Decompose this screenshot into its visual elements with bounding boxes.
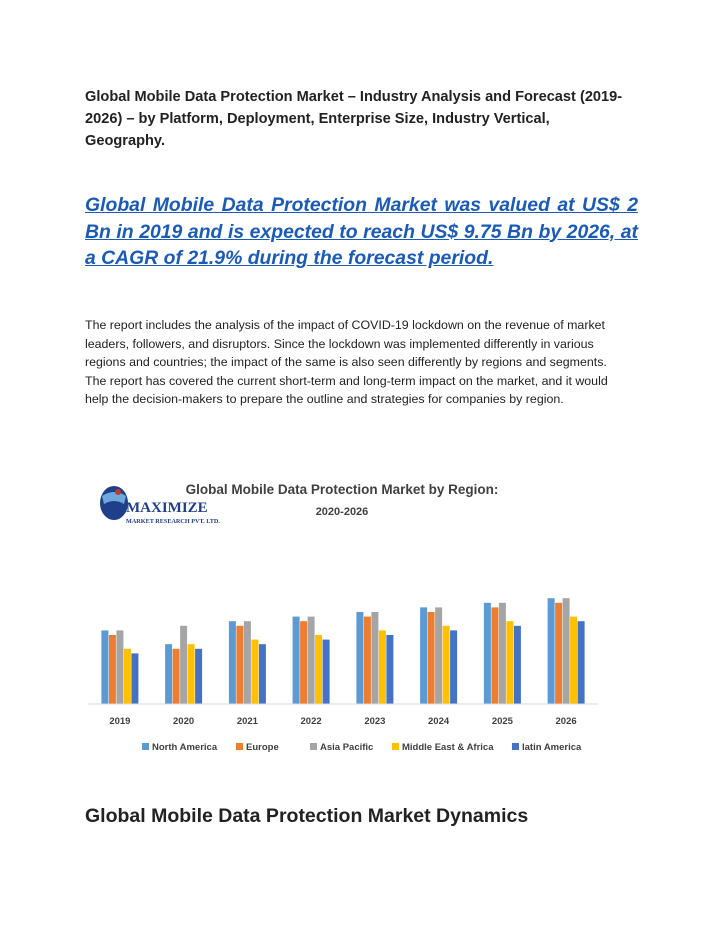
chart-legend [142, 742, 582, 753]
bar-2024-north-america [420, 607, 427, 704]
bar-2023-asia-pacific [371, 612, 378, 704]
chart-subtitle: 2020-2026 [315, 506, 369, 518]
bar-2019-latin-america [131, 653, 138, 704]
bar-2021-latin-america [259, 644, 266, 704]
logo-person-head [115, 489, 121, 495]
market-headline-link[interactable]: Global Mobile Data Protection Market was valued at US$ 2 Bn in 2019 and is expected to reach US$ 9.75 Bn by 2026, at a CAGR of 21.9% during the forecast period. [85, 194, 638, 269]
x-tick-label: 2025 [491, 716, 513, 727]
bar-2019-europe [109, 635, 116, 704]
x-tick-label: 2026 [555, 716, 577, 727]
bar-2024-asia-pacific [435, 607, 442, 704]
x-tick-label: 2024 [428, 716, 450, 727]
bar-2023-latin-america [386, 635, 393, 704]
legend-swatch [392, 743, 399, 750]
legend-label: North America [152, 742, 218, 753]
logo-subtitle: MARKET RESEARCH PVT. LTD. [126, 518, 220, 525]
bar-2020-europe [173, 649, 180, 704]
legend-label: Middle East & Africa [402, 742, 494, 753]
bar-2022-asia-pacific [308, 617, 315, 704]
bar-2021-europe [236, 626, 243, 704]
bar-2024-europe [428, 612, 435, 704]
bar-2026-north-america [548, 598, 555, 704]
x-tick-label: 2023 [364, 716, 386, 727]
bar-2022-latin-america [323, 640, 330, 704]
x-tick-label: 2021 [236, 716, 258, 727]
bar-2019-asia-pacific [116, 630, 123, 704]
bar-2026-europe [555, 603, 562, 704]
bar-2021-north-america [229, 621, 236, 704]
x-tick-label: 2019 [109, 716, 131, 727]
bar-2023-middle-east-africa [379, 630, 386, 704]
bar-2025-europe [491, 607, 498, 704]
logo-name: MAXIMIZE [126, 500, 208, 516]
bar-2025-latin-america [514, 626, 521, 704]
bar-2019-middle-east-africa [124, 649, 131, 704]
report-description: The report includes the analysis of the impact of COVID-19 lockdown on the revenue of market leaders, followers, and disruptors. Since the lockdown was implemented differently in various regions and countries; the impact of the same is also seen differently by regions and segments. The report has covered the current short-term and long-term impact on the market, and it would help the decision-makers to prepare the outline and strategies for companies by region. [85, 318, 608, 407]
region-chart [80, 470, 610, 770]
bar-2020-middle-east-africa [188, 644, 195, 704]
bar-2026-latin-america [578, 621, 585, 704]
section-heading: Global Mobile Data Protection Market Dynamics [85, 805, 529, 827]
bar-2024-latin-america [450, 630, 457, 704]
bar-2023-north-america [356, 612, 363, 704]
bar-2025-asia-pacific [499, 603, 506, 704]
bar-2023-europe [364, 617, 371, 704]
x-tick-label: 2022 [300, 716, 322, 727]
bar-2021-middle-east-africa [251, 640, 258, 704]
legend-swatch [512, 743, 519, 750]
legend-swatch [142, 743, 149, 750]
bar-2020-north-america [165, 644, 172, 704]
bar-2025-north-america [484, 603, 491, 704]
bar-2024-middle-east-africa [443, 626, 450, 704]
bar-2022-europe [300, 621, 307, 704]
document-title: Global Mobile Data Protection Market – Industry Analysis and Forecast (2019-2026) – by Platform, Deployment, Enterprise Size, Industry Vertical, Geography. [85, 89, 623, 149]
bar-2020-asia-pacific [180, 626, 187, 704]
bar-2019-north-america [101, 630, 108, 704]
legend-label: latin America [522, 742, 582, 753]
bar-2021-asia-pacific [244, 621, 251, 704]
bar-2026-middle-east-africa [570, 617, 577, 704]
chart-title: Global Mobile Data Protection Market by Region: [185, 482, 499, 497]
bar-2022-middle-east-africa [315, 635, 322, 704]
bar-2025-middle-east-africa [506, 621, 513, 704]
legend-swatch [310, 743, 317, 750]
legend-label: Europe [246, 742, 279, 753]
bar-2022-north-america [293, 617, 300, 704]
bar-2020-latin-america [195, 649, 202, 704]
bar-2026-asia-pacific [563, 598, 570, 704]
bars-layer [101, 598, 584, 704]
legend-label: Asia Pacific [320, 742, 374, 753]
chart-canvas [80, 470, 610, 770]
x-tick-label: 2020 [173, 716, 195, 727]
legend-swatch [236, 743, 243, 750]
x-tick-labels [109, 716, 576, 727]
